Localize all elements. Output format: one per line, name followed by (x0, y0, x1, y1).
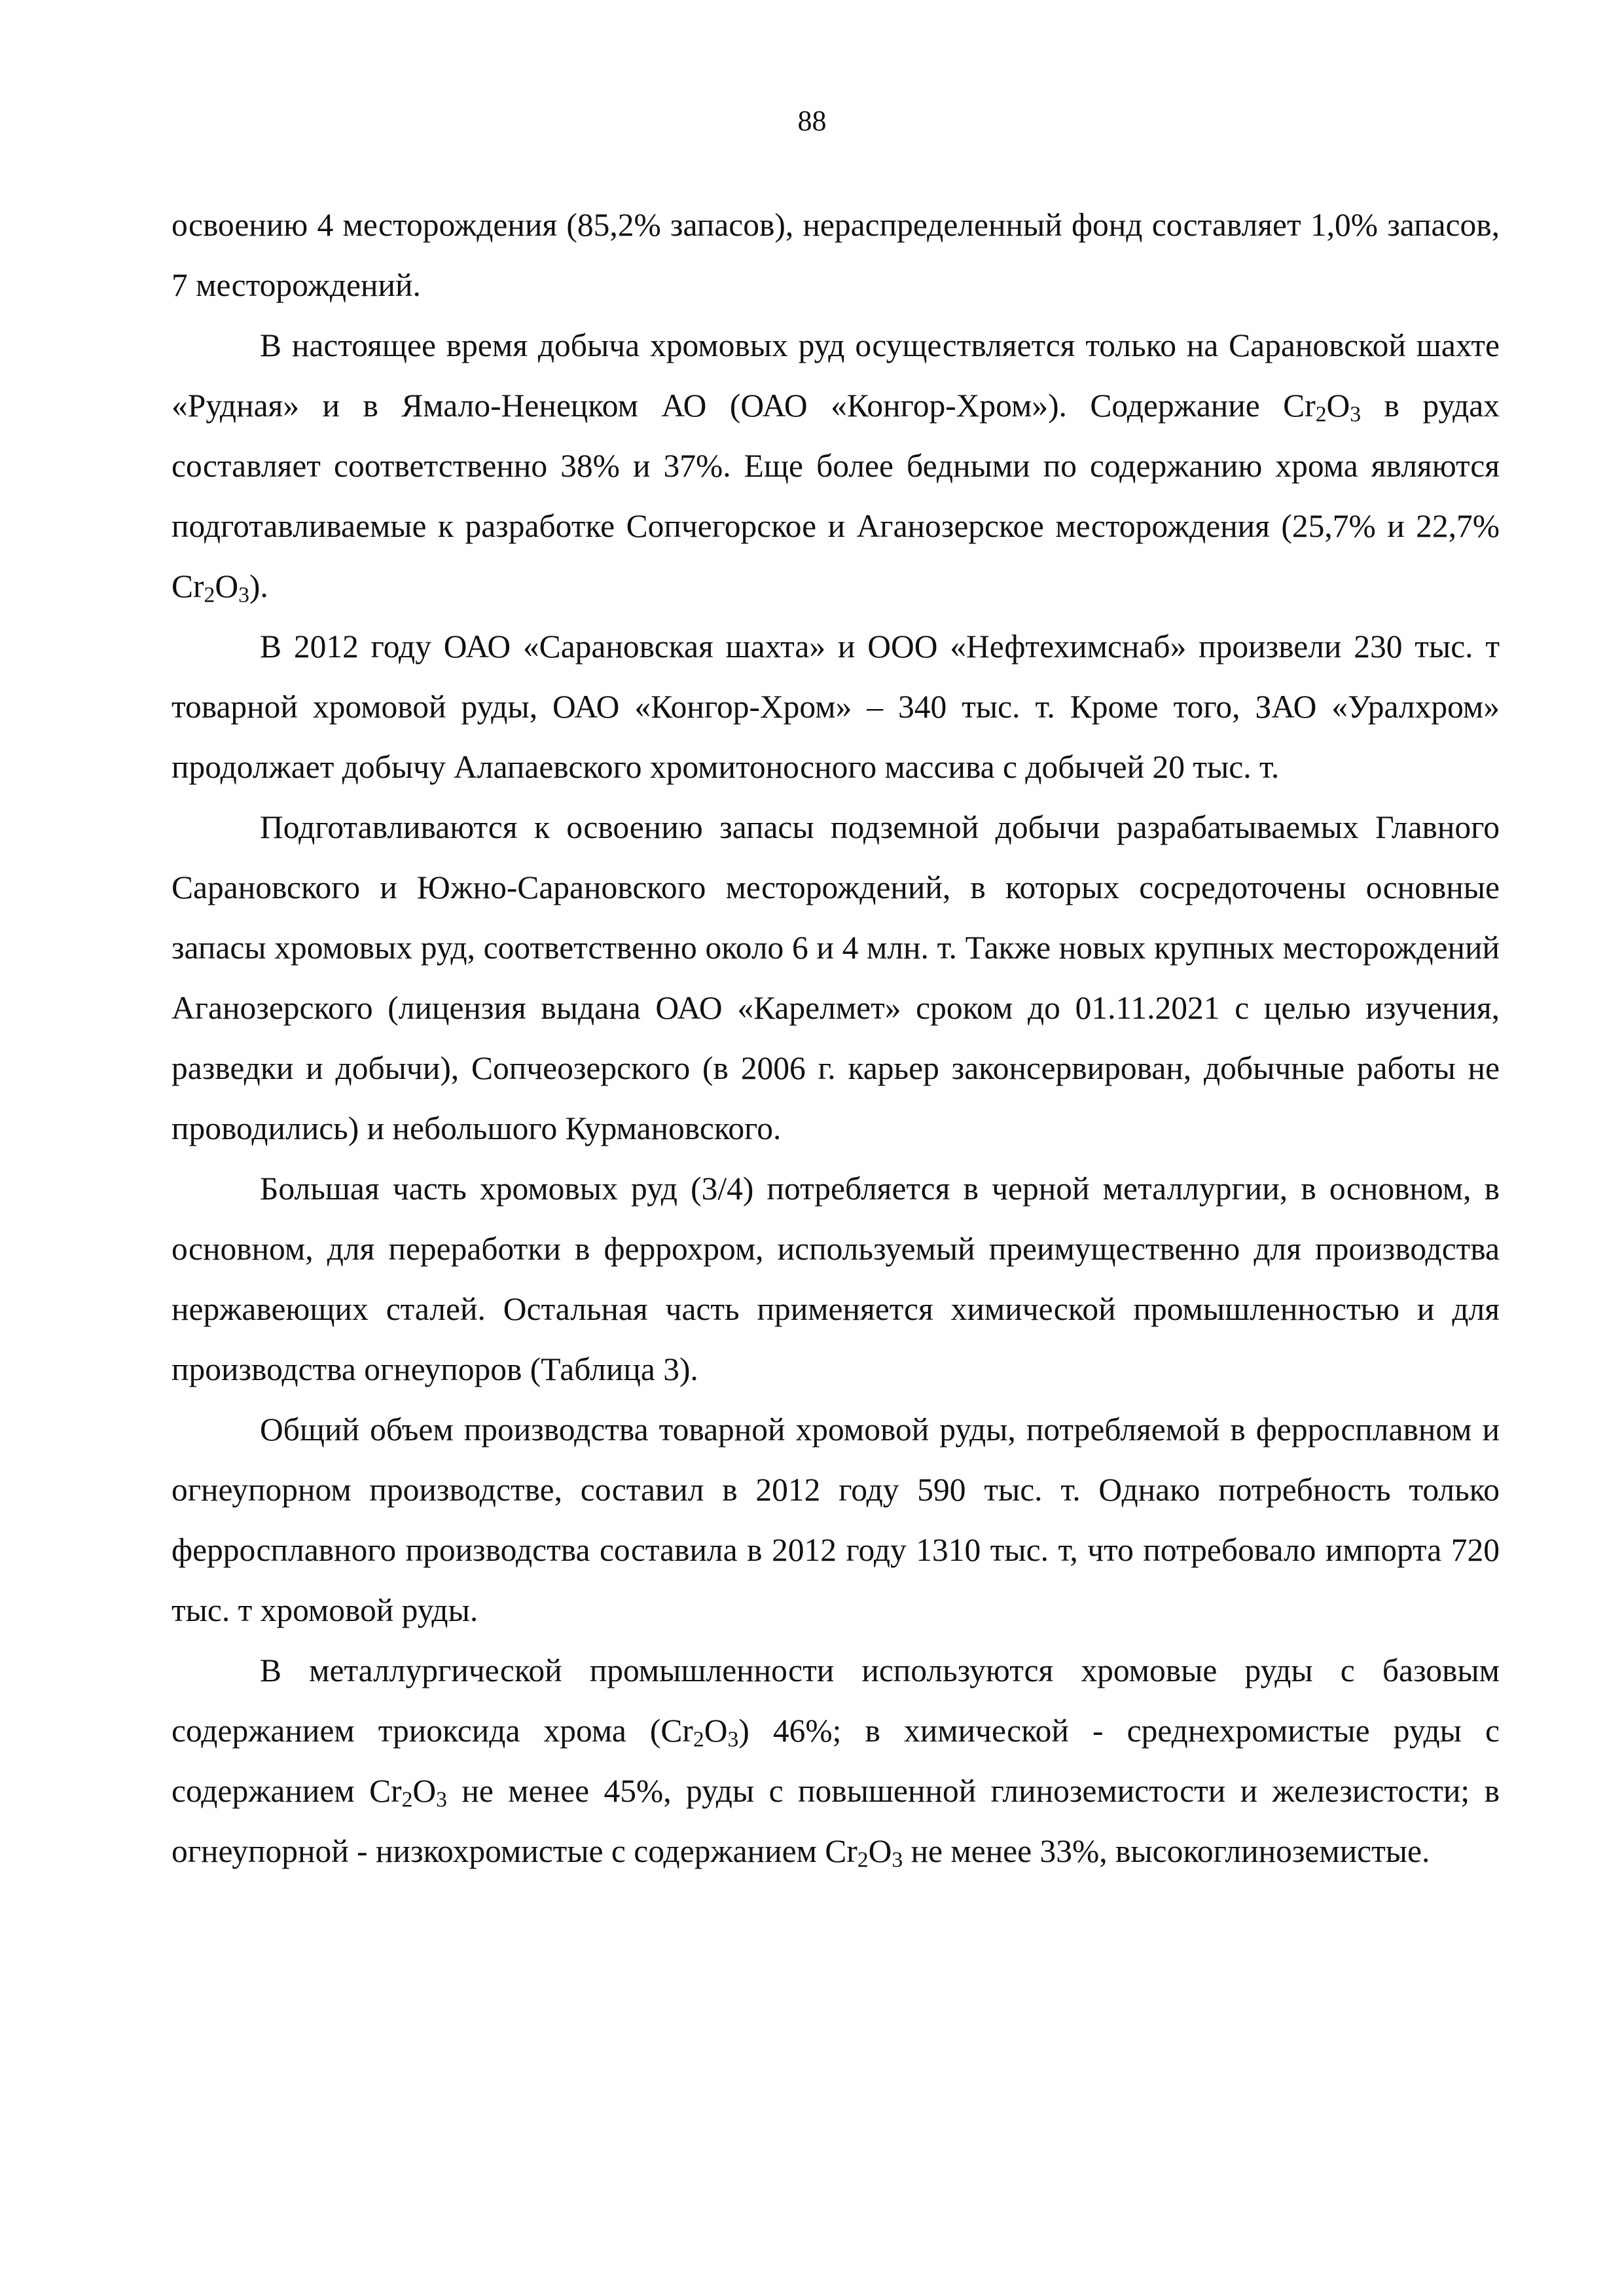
paragraph-production-2012 (171, 617, 1500, 797)
text-run: в рудах составляет соответственно 38% и 37%. Еще более бедными по содержанию хрома являются подготавливаемые к разработке Сопчегорское и Аганозерское месторождения (25,7% и 22,7% Cr (171, 388, 1500, 604)
text-run: O (412, 1773, 437, 1809)
text-run: O (1326, 388, 1350, 424)
paragraph-consumption (171, 1159, 1500, 1400)
page-number: 88 (797, 105, 827, 137)
text-run: освоению 4 месторождения (85,2% запасов), нераспределенный фонд составляет 1,0% запасов, 7 месторождений. (171, 207, 1500, 303)
paragraph-reserves (171, 797, 1500, 1159)
subscript: 2 (1315, 402, 1327, 427)
text-run: В настоящее время добыча хромовых руд осуществляется только на Сарановской шахте «Рудная» и в Ямало-Ненецком АО (ОАО «Конгор-Хром»). Содержание Cr (171, 327, 1500, 424)
subscript: 2 (204, 583, 215, 608)
body-text (171, 195, 1500, 1882)
paragraph-metallurgy-requirements (171, 1641, 1500, 1882)
subscript: 3 (727, 1727, 739, 1752)
subscript: 3 (238, 583, 249, 608)
text-run: В металлургической промышленности используются хромовые руды с базовым содержанием триоксида хрома (Cr (171, 1652, 1500, 1749)
text-run: O (868, 1833, 892, 1869)
text-run: В 2012 году ОАО «Сарановская шахта» и ООО «Нефтехимснаб» произвели 230 тыс. т товарной хромовой руды, ОАО «Конгор-Хром» – 340 тыс. т. Кроме того, ЗАО «Уралхром» продолжает добычу Алапаевского хромитоносного массива с добычей 20 тыс. т. (171, 629, 1500, 785)
subscript: 2 (693, 1727, 704, 1752)
text-run: не менее 33%, высокоглиноземистые. (903, 1833, 1430, 1869)
subscript: 2 (401, 1787, 413, 1812)
subscript: 3 (436, 1787, 447, 1812)
subscript: 3 (1350, 402, 1362, 427)
paragraph-continuation (171, 195, 1500, 316)
text-run: Подготавливаются к освоению запасы подземной добычи разрабатываемых Главного Сарановского и Южно-Сарановского месторождений, в которых сосредоточены основные запасы хромовых руд, соответственно около 6 и 4 млн. т. Также новых крупных месторождений Аганозерского (лицензия выдана ОАО «Карелмет» сроком до 01.11.2021 с целью изучения, разведки и добычи), Сопчеозерского (в 2006 г. карьер законсервирован, добычные работы не проводились) и небольшого Курмановского. (171, 809, 1500, 1146)
subscript: 2 (857, 1848, 869, 1872)
text-run: ) 46%; в химической - среднехромистые руды с содержанием Cr (171, 1713, 1500, 1809)
subscript: 3 (892, 1848, 903, 1872)
paragraph-current-mining (171, 316, 1500, 617)
text-run: Общий объем производства товарной хромовой руды, потребляемой в ферросплавном и огнеупорном производстве, составил в 2012 году 590 тыс. т. Однако потребность только ферросплавного производства составила в 2012 году 1310 тыс. т, что потребовало импорта 720 тыс. т хромовой руды. (171, 1412, 1500, 1628)
text-run: Большая часть хромовых руд (3/4) потребляется в черной металлургии, в основном, в основном, для переработки в феррохром, используемый преимущественно для производства нержавеющих сталей. Остальная часть применяется химической промышленностью и для производства огнеупоров (Таблица 3). (171, 1171, 1500, 1387)
paragraph-total-volume (171, 1400, 1500, 1641)
text-run: ). (249, 568, 268, 604)
text-run: не менее 45%, руды с повышенной глиноземистости и железистости; в огнеупорной - низкохромистые с содержанием Cr (171, 1773, 1500, 1869)
text-run: O (215, 568, 239, 604)
text-run: O (704, 1713, 728, 1749)
